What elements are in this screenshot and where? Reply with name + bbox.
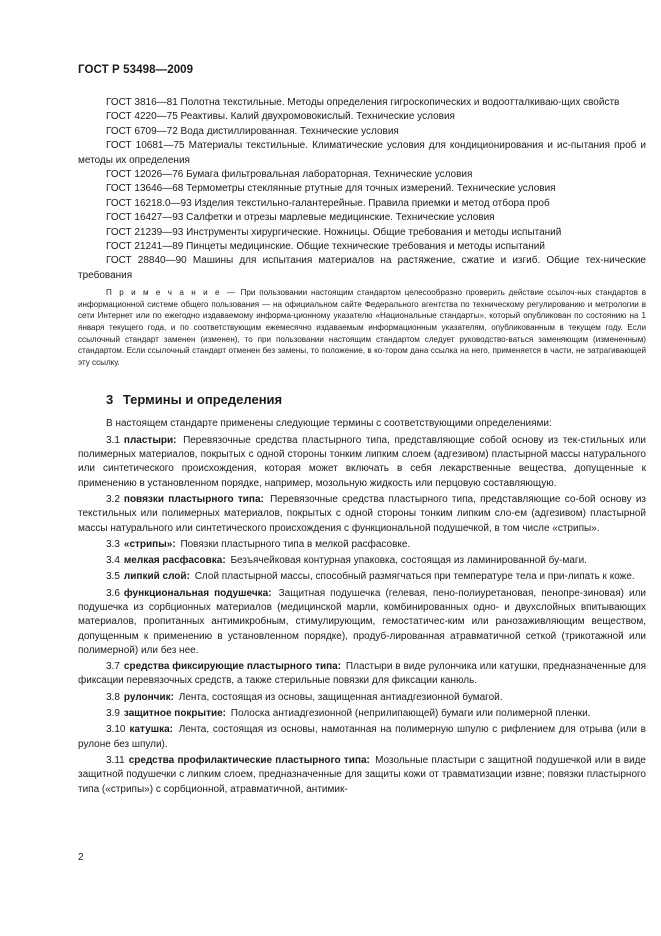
term-number: 3.10: [106, 724, 126, 736]
term-number: 3.5: [106, 571, 120, 583]
reference-item: ГОСТ 13646—68 Термометры стеклянные ртутные для точных измерений. Технические условия: [106, 183, 556, 195]
term-definition: Безъячейковая контурная упаковка, состоящая из ламинированной бу-маги.: [230, 555, 587, 567]
reference-item: ГОСТ 10681—75 Материалы текстильные. Климатические условия для кондиционирования и ис-пытания проб и методы их определения: [78, 140, 646, 166]
reference-item: ГОСТ 16427—93 Салфетки и отрезы марлевые медицинские. Технические условия: [106, 212, 495, 224]
term-number: 3.11: [106, 754, 125, 766]
term-definition: Перевязочные средства пластырного типа, представляющие собой основу из тек-стильных или полимерных материалов, покрытых с одной стороны тонким липким слоем (адгезивом) пластырной массы натурального или синтетического происхождения, которая может включать в себя лекарственные вещества, допущенные к применению в установленном порядке, например, мозольную жидкость или перцовую составляющую.: [78, 434, 647, 489]
term-number: 3.9: [106, 708, 120, 720]
reference-item: ГОСТ 21241—89 Пинцеты медицинские. Общие технические требования и методы испытаний: [106, 241, 545, 253]
term-item: [78, 707, 646, 721]
term-item: [78, 554, 646, 568]
term-item: [78, 493, 646, 536]
reference-item: ГОСТ 4220—75 Реактивы. Калий двухромовокислый. Технические условия: [106, 111, 455, 123]
document-header: ГОСТ Р 53498—2009: [78, 64, 194, 76]
term-item: [78, 660, 646, 689]
term-name: «стрипы»:: [123, 538, 176, 550]
reference-item: ГОСТ 21239—93 Инструменты хирургические. Ножницы. Общие требования и методы испытаний: [106, 226, 562, 238]
term-name: мелкая расфасовка:: [123, 555, 226, 567]
term-definition: Мозольные пластыри с защитной подушечкой или в виде защитной подушечки с липким слоем, предназначенные для защиты кожи от травматизации извне; повязки пластырного типа («стрипы») с сорбционной, атравматичной, антимик-: [78, 754, 646, 795]
note-label: П р и м е ч а н и е —: [106, 288, 237, 298]
term-name: функциональная подушечка:: [123, 587, 272, 599]
term-number: 3.3: [106, 538, 120, 550]
term-name: защитное покрытие:: [123, 708, 227, 720]
term-item: [78, 723, 646, 752]
section-heading: [78, 392, 646, 407]
terms-intro: В настоящем стандарте применены следующие термины с соответствующими определениями:: [106, 418, 552, 430]
section-title: Термины и определения: [122, 392, 283, 408]
term-name: средства профилактические пластырного типа:: [128, 754, 370, 766]
normative-references-list: [78, 96, 646, 283]
term-name: повязки пластырного типа:: [123, 493, 264, 505]
term-item: [78, 691, 646, 705]
section-number: 3: [106, 392, 114, 408]
term-definition: Перевязочные средства пластырного типа, представляющие со-бой основу из текстильных или полимерных материалов, покрытых с одной стороны тонким липким сло-ем (адгезивом) пластырной массы натурального или синтетического происхождения с функциональной подушечкой, в том числе «стрипы».: [78, 493, 647, 534]
reference-item: ГОСТ 28840—90 Машины для испытания материалов на растяжение, сжатие и изгиб. Общие тех-нические требования: [78, 255, 646, 281]
term-name: липкий слой:: [123, 571, 190, 583]
term-item: [78, 570, 646, 584]
term-name: катушка:: [129, 724, 173, 736]
term-definition: Лента, состоящая из основы, защищенная антиадгезионной бумагой.: [178, 691, 503, 703]
term-definition: Полоска антиадгезионной (неприлипающей) бумаги или полимерной пленки.: [230, 708, 591, 720]
term-number: 3.1: [106, 434, 120, 446]
page-number: 2: [78, 852, 84, 863]
note-text: При пользовании настоящим стандартом целесообразно проверить действие ссылоч-ных стандартов в информационной системе общего пользования — на официальном сайте Федерального агентства по техническому регулированию и метрологии в сети Интернет или по ежегодно издаваемому информа-ционному указателю «Национальные стандарты», который опубликован по состоянию на 1 января текущего года, и по соответствующим ежемесячно издаваемым информационным указателям, опубликованным в текущем году. Если ссылочный стандарт заменен (изменен), то при пользовании настоящим стандартом следует руководство-ваться заменяющим (измененным) стандартом. Если ссылочный стандарт отменен без замены, то положение, в ко-тором дана ссылка на него, применяется в части, не затрагивающей эту ссылку.: [78, 288, 646, 367]
terms-list: [78, 417, 646, 796]
term-number: 3.2: [106, 493, 120, 505]
term-item: [78, 587, 646, 658]
term-definition: Защитная подушечка (гелевая, пено-полиуретановая, пенопре-зиновая) или подушечка из сорбционных материалов (медицинской марли, комбинированных одно- и двухслойных впитывающих материалов, пропитанных антимикробным, стимулирующим, гемостатичес-ким или ранозаживляющим веществом, допущенным к применению в установленном порядке), продуб-лированная атравматичной сеткой (трикотажной или полимерной) или без нее.: [78, 587, 647, 656]
reference-item: ГОСТ 16218.0—93 Изделия текстильно-галантерейные. Правила приемки и метод отбора проб: [106, 197, 550, 209]
term-definition: Повязки пластырного типа в мелкой расфасовке.: [180, 538, 411, 550]
term-number: 3.4: [106, 555, 120, 567]
term-name: рулончик:: [123, 691, 174, 703]
term-number: 3.8: [106, 691, 120, 703]
term-item: [78, 434, 646, 491]
term-name: средства фиксирующие пластырного типа:: [123, 661, 342, 673]
term-item: [78, 754, 646, 797]
term-name: пластыри:: [123, 434, 177, 446]
reference-item: ГОСТ 12026—76 Бумага фильтровальная лабораторная. Технические условия: [106, 169, 473, 181]
reference-item: ГОСТ 3816—81 Полотна текстильные. Методы определения гигроскопических и водоотталкиваю-щих свойств: [106, 97, 620, 108]
reference-item: ГОСТ 6709—72 Вода дистиллированная. Технические условия: [106, 125, 399, 137]
term-item: [78, 538, 646, 552]
term-definition: Слой пластырной массы, способный размягчаться при температуре тела и при-липать к коже.: [194, 571, 635, 583]
term-number: 3.7: [106, 661, 120, 673]
reference-note: [78, 287, 646, 368]
document-body: [78, 96, 646, 797]
term-definition: Пластыри в виде рулончика или катушки, предназначенные для фиксации перевязочных средств, а также стерильные повязки для фиксации канюль.: [78, 661, 646, 687]
term-definition: Лента, состоящая из основы, намотанная на полимерную шпулю с рифлением для отрыва (или в рулоне без шпули).: [78, 724, 646, 750]
term-number: 3.6: [106, 587, 120, 599]
